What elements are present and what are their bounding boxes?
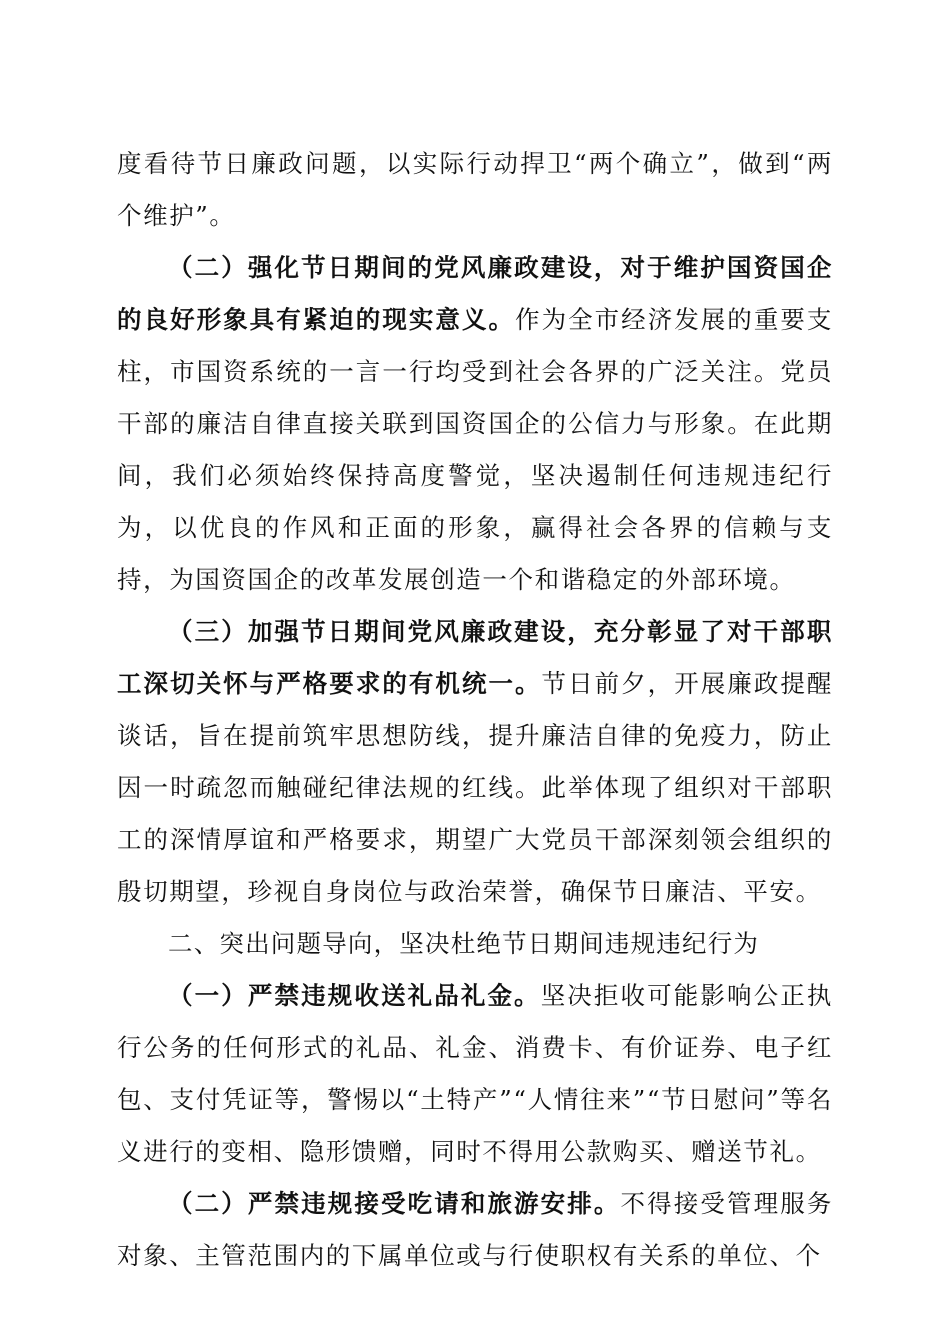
document-body xyxy=(117,138,833,1282)
paragraph-text: 作为全市经济发展的重要支柱，市国资系统的一言一行均受到社会各界的广泛关注。党员干部的廉洁自律直接关联到国资国企的公信力与形象。在此期间，我们必须始终保持高度警觉，坚决遏制任何违规违纪行为，以优良的作风和正面的形象，赢得社会各界的信赖与支持，为国资国企的改革发展创造一个和谐稳定的外部环境。 xyxy=(117,305,834,594)
paragraph-point-3 xyxy=(117,606,833,918)
paragraph-lead: （二）严禁违规接受吃请和旅游安排。 xyxy=(168,1189,621,1218)
paragraph-continuation xyxy=(117,138,833,242)
paragraph-text: 不得接受管理服务对象、主管范围内的下属单位或与行使职权有关系的单位、个 xyxy=(117,1189,833,1270)
paragraph-point-2 xyxy=(117,242,833,606)
paragraph-text: 节日前夕，开展廉政提醒谈话，旨在提前筑牢思想防线，提升廉洁自律的免疫力，防止因一时疏忽而触碰纪律法规的红线。此举体现了组织对干部职工的深情厚谊和严格要求，期望广大党员干部深刻领会组织的殷切期望，珍视自身岗位与政治荣誉，确保节日廉洁、平安。 xyxy=(117,669,833,906)
section-heading: 二、突出问题导向，坚决杜绝节日期间违规违纪行为 xyxy=(168,929,760,958)
paragraph-lead: （三）加强节日期间党风廉政建设，充分彰显了对干部职工深切关怀与严格要求的有机统一。 xyxy=(117,617,833,698)
paragraph-lead: （二）强化节日期间的党风廉政建设，对于维护国资国企的良好形象具有紧迫的现实意义。 xyxy=(117,253,833,334)
paragraph-section-point-2 xyxy=(117,1178,833,1282)
paragraph-section-point-1 xyxy=(117,970,833,1178)
paragraph-text: 坚决拒收可能影响公正执行公务的任何形式的礼品、礼金、消费卡、有价证券、电子红包、支付凭证等，警惕以“土特产”“人情往来”“节日慰问”等名义进行的变相、隐形馈赠，同时不得用公款购买、赠送节礼。 xyxy=(117,981,833,1166)
paragraph-lead: （一）严禁违规收送礼品礼金。 xyxy=(168,981,541,1010)
paragraph-text: 度看待节日廉政问题，以实际行动捍卫“两个确立”，做到“两个维护”。 xyxy=(117,149,833,230)
